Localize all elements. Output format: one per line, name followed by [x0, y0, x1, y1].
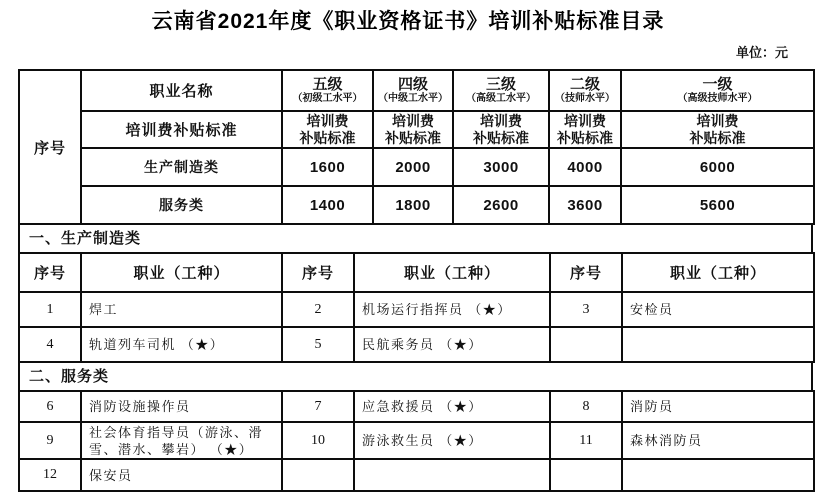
serial-cell: 3: [550, 292, 622, 327]
level-4-header-cell: [373, 70, 453, 111]
level-sub: （高级工水平）: [466, 93, 536, 104]
subsidy-value-cell: 1400: [282, 186, 373, 224]
level-1-header-cell: [621, 70, 814, 111]
level-2-header-cell: [549, 70, 621, 111]
level-5-header-cell: [282, 70, 373, 111]
level-sub: （中级工水平）: [378, 93, 448, 104]
serial-cell: 5: [282, 327, 354, 362]
occupation-cell: 轨道列车司机 （★）: [81, 327, 282, 362]
column-header-serial: 序号: [19, 253, 81, 292]
occupation-cell: [622, 459, 814, 491]
column-header-occupation: 职业（工种）: [354, 253, 550, 292]
occupation-cell: 消防设施操作员: [81, 391, 282, 422]
occupation-cell: [622, 327, 814, 362]
subsidy-value-cell: 5600: [621, 186, 814, 224]
level-sub: （初级工水平）: [292, 93, 363, 104]
level-sub: （高级技师水平）: [677, 93, 758, 104]
level-name: 一级: [702, 76, 733, 93]
serial-cell: 1: [19, 292, 81, 327]
section-title-services: 二、服务类: [18, 361, 813, 392]
subsidy-line1: 培训费: [564, 112, 606, 129]
page-title: 云南省2021年度《职业资格证书》培训补贴标准目录: [151, 10, 665, 33]
serial-cell: 2: [282, 292, 354, 327]
serial-corner-header-cell: 序号: [19, 70, 81, 224]
serial-cell: 6: [19, 391, 81, 422]
subsidy-value-cell: 1600: [282, 148, 373, 186]
occupation-name-header-cell: 职业名称: [81, 70, 282, 111]
occupation-cell: [354, 459, 550, 491]
occupation-cell: 安检员: [622, 292, 814, 327]
occupation-cell: 社会体育指导员（游泳、滑雪、潜水、攀岩） （★）: [81, 422, 282, 459]
subsidy-line2: 补贴标准: [385, 129, 441, 146]
summary-table: [18, 69, 815, 225]
subsidy-value-cell: 2600: [453, 186, 549, 224]
subsidy-value-cell: 3600: [549, 186, 621, 224]
level-name: 四级: [397, 76, 428, 93]
service-occupations-table: [18, 390, 815, 492]
level-name: 三级: [485, 76, 516, 93]
category-cell: 生产制造类: [81, 148, 282, 186]
subsidy-line1: 培训费: [480, 112, 522, 129]
subsidy-header-cell: [621, 111, 814, 148]
subsidy-value-cell: 1800: [373, 186, 453, 224]
subsidy-line2: 补贴标准: [557, 129, 613, 146]
column-header-occupation: 职业（工种）: [622, 253, 814, 292]
serial-cell: 12: [19, 459, 81, 491]
subsidy-line2: 补贴标准: [299, 129, 356, 146]
subsidy-header-cell: [373, 111, 453, 148]
column-header-serial: 序号: [550, 253, 622, 292]
subsidy-line1: 培训费: [392, 112, 434, 129]
subsidy-standard-header-cell: 培训费补贴标准: [81, 111, 282, 148]
level-3-header-cell: [453, 70, 549, 111]
occupation-cell: 应急救援员 （★）: [354, 391, 550, 422]
category-cell: 服务类: [81, 186, 282, 224]
subsidy-header-cell: [549, 111, 621, 148]
section-title-production: 一、生产制造类: [18, 223, 813, 254]
subsidy-value-cell: 6000: [621, 148, 814, 186]
occupation-cell: 焊工: [81, 292, 282, 327]
occupation-cell: 机场运行指挥员 （★）: [354, 292, 550, 327]
serial-cell: 9: [19, 422, 81, 459]
subsidy-line1: 培训费: [696, 112, 739, 129]
occupation-cell: 游泳救生员 （★）: [354, 422, 550, 459]
subsidy-value-cell: 4000: [549, 148, 621, 186]
serial-cell: [282, 459, 354, 491]
occupation-cell: 保安员: [81, 459, 282, 491]
document-body: [18, 69, 813, 492]
column-header-serial: 序号: [282, 253, 354, 292]
level-sub: （技师水平）: [555, 93, 615, 104]
occupation-cell: 民航乘务员 （★）: [354, 327, 550, 362]
subsidy-header-cell: [453, 111, 549, 148]
level-name: 二级: [569, 76, 600, 93]
subsidy-line2: 补贴标准: [473, 129, 529, 146]
column-header-occupation: 职业（工种）: [81, 253, 282, 292]
serial-cell: 10: [282, 422, 354, 459]
subsidy-line1: 培训费: [306, 112, 349, 129]
subsidy-header-cell: [282, 111, 373, 148]
level-name: 五级: [312, 76, 343, 93]
subsidy-value-cell: 2000: [373, 148, 453, 186]
subsidy-line2: 补贴标准: [689, 129, 746, 146]
subsidy-value-cell: 3000: [453, 148, 549, 186]
serial-cell: [550, 459, 622, 491]
serial-cell: 4: [19, 327, 81, 362]
serial-cell: 11: [550, 422, 622, 459]
serial-cell: 8: [550, 391, 622, 422]
occupation-cell: 森林消防员: [622, 422, 814, 459]
unit-label: 单位：元: [735, 45, 788, 60]
serial-cell: 7: [282, 391, 354, 422]
serial-cell: [550, 327, 622, 362]
production-occupations-table: [18, 252, 815, 363]
occupation-cell: 消防员: [622, 391, 814, 422]
